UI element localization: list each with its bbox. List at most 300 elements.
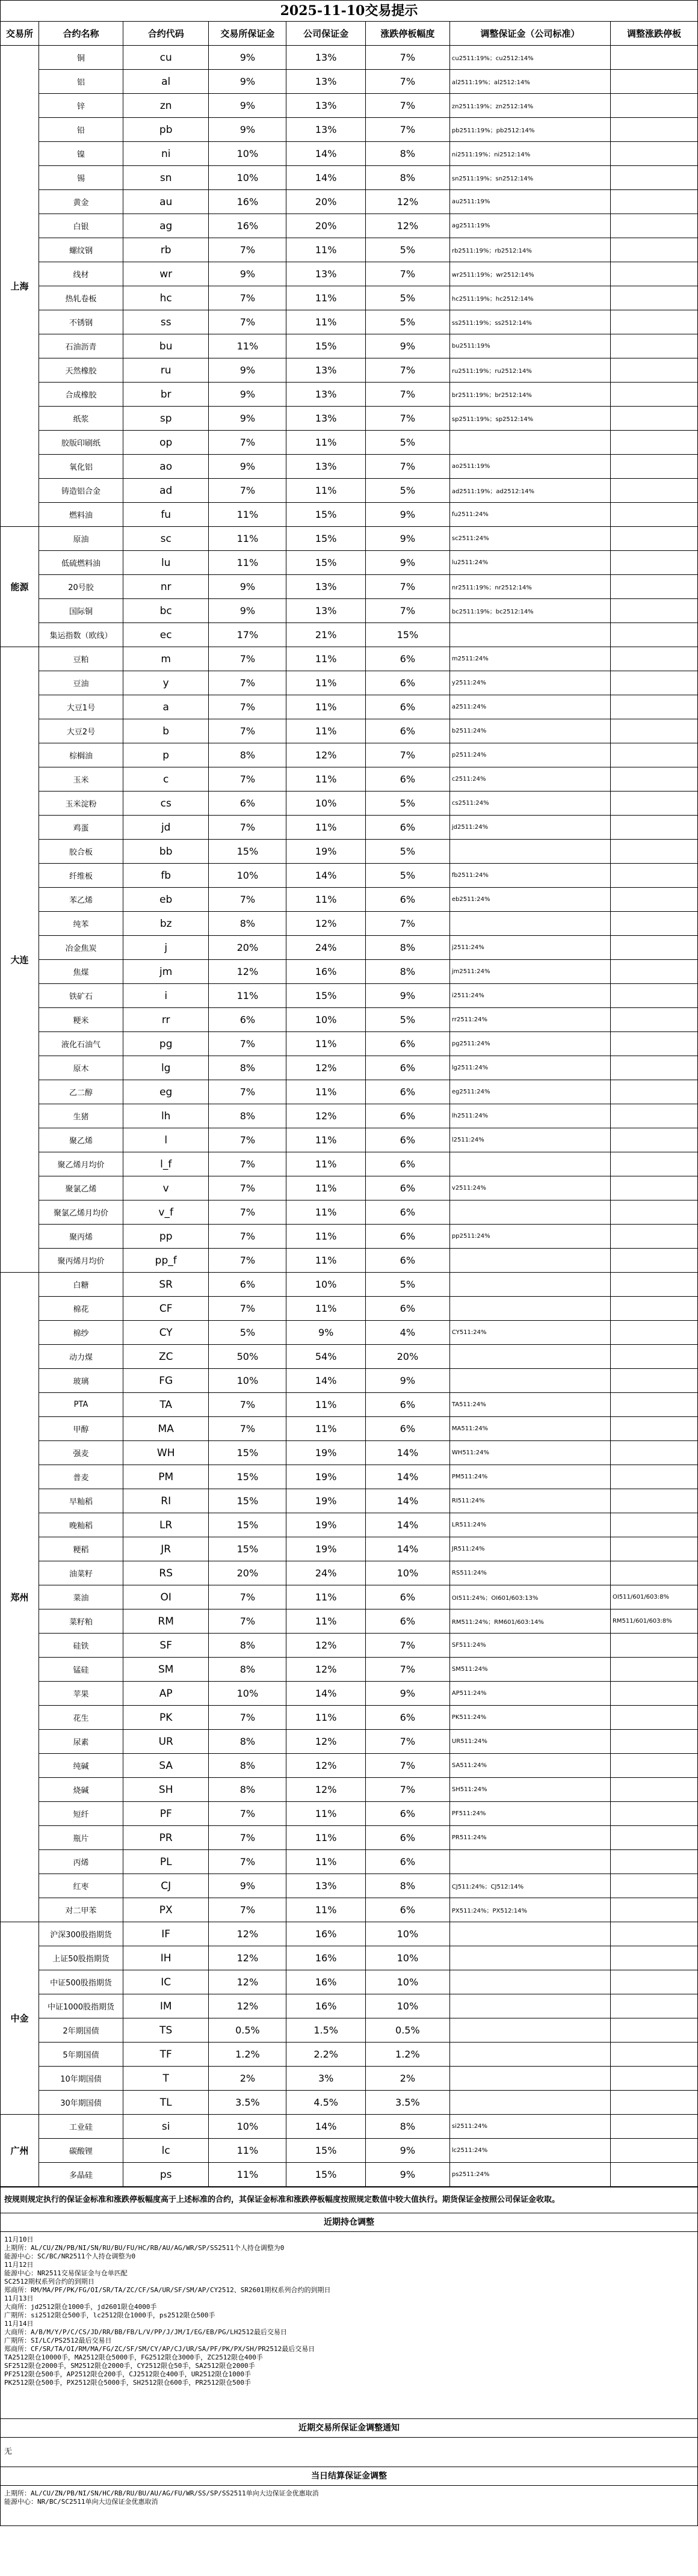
contract-code: rb xyxy=(123,238,209,262)
contract-name: 不锈钢 xyxy=(39,310,123,334)
contract-name: 焦煤 xyxy=(39,960,123,984)
contract-code: y xyxy=(123,671,209,695)
contract-code: b xyxy=(123,719,209,743)
contract-code: IC xyxy=(123,1970,209,1994)
column-header: 交易所 xyxy=(1,22,39,46)
adjusted-limit xyxy=(610,816,697,840)
contract-code: bz xyxy=(123,912,209,936)
recent-position-heading: 近期持仓调整 xyxy=(1,2213,697,2232)
adjusted-limit xyxy=(610,1682,697,1706)
adjusted-limit xyxy=(610,599,697,623)
adjusted-limit xyxy=(610,1946,697,1970)
price-limit: 6% xyxy=(365,1706,449,1730)
adjusted-limit xyxy=(610,1225,697,1249)
contract-code: lu xyxy=(123,551,209,575)
table-row xyxy=(1,383,697,407)
adjusted-margin: j2511:24% xyxy=(449,936,610,960)
adjusted-limit xyxy=(610,1513,697,1537)
adjusted-margin: l2511:24% xyxy=(449,1128,610,1152)
contract-code: TA xyxy=(123,1393,209,1417)
adjusted-limit xyxy=(610,431,697,455)
exchange-margin: 16% xyxy=(209,190,286,214)
table-row xyxy=(1,695,697,719)
adjusted-margin: a2511:24% xyxy=(449,695,610,719)
adjusted-margin: ao2511:19% xyxy=(449,455,610,479)
contract-name: 粳米 xyxy=(39,1008,123,1032)
adjusted-margin: RM511:24%；RM601/603:14% xyxy=(449,1609,610,1634)
adjusted-limit xyxy=(610,2163,697,2187)
adjusted-margin: PX511:24%；PX512:14% xyxy=(449,1898,610,1922)
contract-code: sc xyxy=(123,527,209,551)
price-limit: 2% xyxy=(365,2067,449,2091)
adjusted-limit xyxy=(610,1658,697,1682)
adjusted-margin xyxy=(449,2067,610,2091)
company-margin: 11% xyxy=(286,1200,365,1225)
company-margin: 13% xyxy=(286,118,365,142)
contract-code: bu xyxy=(123,334,209,358)
price-limit: 12% xyxy=(365,190,449,214)
company-margin: 11% xyxy=(286,431,365,455)
table-row xyxy=(1,1682,697,1706)
contract-name: 铅 xyxy=(39,118,123,142)
price-limit: 6% xyxy=(365,1802,449,1826)
company-margin: 11% xyxy=(286,888,365,912)
exchange-margin: 20% xyxy=(209,936,286,960)
adjusted-limit xyxy=(610,1369,697,1393)
table-row xyxy=(1,1489,697,1513)
price-limit: 12% xyxy=(365,214,449,238)
exchange-margin: 7% xyxy=(209,888,286,912)
margin-notice-heading: 近期交易所保证金调整通知 xyxy=(1,2418,697,2438)
adjusted-margin: lg2511:24% xyxy=(449,1056,610,1080)
price-limit: 7% xyxy=(365,407,449,431)
adjusted-limit xyxy=(610,1874,697,1898)
adjusted-margin: PF511:24% xyxy=(449,1802,610,1826)
exchange-margin: 12% xyxy=(209,1946,286,1970)
table-row xyxy=(1,1297,697,1321)
table-row xyxy=(1,1634,697,1658)
adjusted-margin xyxy=(449,2018,610,2043)
table-row xyxy=(1,1176,697,1200)
contract-name: 胶合板 xyxy=(39,840,123,864)
company-margin: 11% xyxy=(286,671,365,695)
adjusted-margin xyxy=(449,1345,610,1369)
contract-name: 乙二醇 xyxy=(39,1080,123,1104)
contract-code: lh xyxy=(123,1104,209,1128)
contract-code: wr xyxy=(123,262,209,286)
contract-name: 沪深300股指期货 xyxy=(39,1922,123,1946)
adjusted-margin: m2511:24% xyxy=(449,647,610,671)
company-margin: 11% xyxy=(286,1393,365,1417)
exchange-margin: 2% xyxy=(209,2067,286,2091)
table-row xyxy=(1,238,697,262)
company-margin: 12% xyxy=(286,743,365,767)
company-margin: 12% xyxy=(286,912,365,936)
price-limit: 7% xyxy=(365,383,449,407)
adjusted-limit xyxy=(610,286,697,310)
adjusted-margin xyxy=(449,1273,610,1297)
company-margin: 11% xyxy=(286,647,365,671)
exchange-margin: 20% xyxy=(209,1561,286,1585)
price-limit: 14% xyxy=(365,1513,449,1537)
table-row xyxy=(1,1778,697,1802)
adjusted-margin: lc2511:24% xyxy=(449,2139,610,2163)
price-limit: 5% xyxy=(365,431,449,455)
margin-note: 按规则规定执行的保证金标准和涨跌停板幅度高于上述标准的合约，其保证金标准和涨跌停板幅度按照规定数值中较大值执行。期货保证金按照公司保证金收取。 xyxy=(1,2187,697,2213)
adjusted-limit xyxy=(610,1417,697,1441)
contract-name: 对二甲苯 xyxy=(39,1898,123,1922)
exchange-margin: 6% xyxy=(209,792,286,816)
adjusted-margin: lu2511:24% xyxy=(449,551,610,575)
price-limit: 8% xyxy=(365,1874,449,1898)
price-limit: 6% xyxy=(365,1609,449,1634)
adjusted-limit xyxy=(610,214,697,238)
adjusted-limit xyxy=(610,262,697,286)
exchange-cell: 中金 xyxy=(1,1922,39,2115)
exchange-cell: 能源 xyxy=(1,527,39,647)
adjusted-limit xyxy=(610,2043,697,2067)
table-row xyxy=(1,551,697,575)
company-margin: 11% xyxy=(286,310,365,334)
table-row xyxy=(1,1946,697,1970)
contract-code: fu xyxy=(123,503,209,527)
table-row xyxy=(1,1032,697,1056)
company-margin: 19% xyxy=(286,1513,365,1537)
table-row xyxy=(1,1802,697,1826)
company-margin: 3% xyxy=(286,2067,365,2091)
contract-name: 合成橡胶 xyxy=(39,383,123,407)
price-limit: 20% xyxy=(365,1345,449,1369)
contract-code: m xyxy=(123,647,209,671)
adjusted-margin: SF511:24% xyxy=(449,1634,610,1658)
company-margin: 11% xyxy=(286,1225,365,1249)
adjusted-margin: au2511:19% xyxy=(449,190,610,214)
contract-code: IH xyxy=(123,1946,209,1970)
table-row xyxy=(1,1994,697,2018)
adjusted-margin: ss2511:19%；ss2512:14% xyxy=(449,310,610,334)
adjusted-limit xyxy=(610,936,697,960)
adjusted-margin: cu2511:19%；cu2512:14% xyxy=(449,46,610,70)
price-limit: 9% xyxy=(365,503,449,527)
adjusted-limit xyxy=(610,719,697,743)
contract-name: 镍 xyxy=(39,142,123,166)
price-limit: 8% xyxy=(365,166,449,190)
company-margin: 15% xyxy=(286,334,365,358)
exchange-margin: 11% xyxy=(209,2163,286,2187)
exchange-margin: 7% xyxy=(209,1032,286,1056)
company-margin: 20% xyxy=(286,214,365,238)
adjusted-margin: eb2511:24% xyxy=(449,888,610,912)
company-margin: 11% xyxy=(286,1128,365,1152)
exchange-margin: 5% xyxy=(209,1321,286,1345)
company-margin: 11% xyxy=(286,1417,365,1441)
contract-name: 聚丙烯月均价 xyxy=(39,1249,123,1273)
adjusted-limit xyxy=(610,671,697,695)
adjusted-margin: sn2511:19%；sn2512:14% xyxy=(449,166,610,190)
exchange-margin: 7% xyxy=(209,647,286,671)
contract-name: 中证1000股指期货 xyxy=(39,1994,123,2018)
table-row xyxy=(1,719,697,743)
adjusted-margin: fb2511:24% xyxy=(449,864,610,888)
company-margin: 16% xyxy=(286,1994,365,2018)
contract-code: au xyxy=(123,190,209,214)
table-row xyxy=(1,455,697,479)
adjusted-margin: rb2511:19%；rb2512:14% xyxy=(449,238,610,262)
contract-name: 30年期国债 xyxy=(39,2091,123,2115)
contract-name: 国际铜 xyxy=(39,599,123,623)
adjusted-margin: jm2511:24% xyxy=(449,960,610,984)
exchange-margin: 10% xyxy=(209,2115,286,2139)
exchange-margin: 7% xyxy=(209,1706,286,1730)
company-margin: 13% xyxy=(286,262,365,286)
adjusted-margin: PK511:24% xyxy=(449,1706,610,1730)
adjusted-margin xyxy=(449,840,610,864)
company-margin: 19% xyxy=(286,1489,365,1513)
contract-code: rr xyxy=(123,1008,209,1032)
exchange-margin: 7% xyxy=(209,1585,286,1609)
table-row xyxy=(1,310,697,334)
table-row xyxy=(1,1200,697,1225)
price-limit: 6% xyxy=(365,1152,449,1176)
table-row xyxy=(1,743,697,767)
contract-name: 2年期国债 xyxy=(39,2018,123,2043)
price-limit: 6% xyxy=(365,1056,449,1080)
adjusted-limit xyxy=(610,358,697,383)
adjusted-limit xyxy=(610,1321,697,1345)
table-row xyxy=(1,912,697,936)
company-margin: 11% xyxy=(286,1585,365,1609)
price-limit: 7% xyxy=(365,599,449,623)
adjusted-limit xyxy=(610,1465,697,1489)
contract-code: TS xyxy=(123,2018,209,2043)
adjusted-limit xyxy=(610,46,697,70)
exchange-margin: 15% xyxy=(209,840,286,864)
contract-name: 瓶片 xyxy=(39,1826,123,1850)
adjusted-limit xyxy=(610,407,697,431)
adjusted-limit: RM511/601/603:8% xyxy=(610,1609,697,1634)
contract-code: IF xyxy=(123,1922,209,1946)
table-row xyxy=(1,142,697,166)
contract-name: 烧碱 xyxy=(39,1778,123,1802)
contract-code: CF xyxy=(123,1297,209,1321)
column-header: 涨跌停板幅度 xyxy=(365,22,449,46)
table-row xyxy=(1,575,697,599)
adjusted-margin: p2511:24% xyxy=(449,743,610,767)
company-margin: 2.2% xyxy=(286,2043,365,2067)
adjusted-margin: LR511:24% xyxy=(449,1513,610,1537)
company-margin: 11% xyxy=(286,1297,365,1321)
contract-name: 纸浆 xyxy=(39,407,123,431)
exchange-margin: 7% xyxy=(209,1417,286,1441)
price-limit: 6% xyxy=(365,1826,449,1850)
exchange-margin: 15% xyxy=(209,1465,286,1489)
company-margin: 13% xyxy=(286,383,365,407)
adjusted-margin: ps2511:24% xyxy=(449,2163,610,2187)
company-margin: 1.5% xyxy=(286,2018,365,2043)
company-margin: 11% xyxy=(286,1032,365,1056)
contract-code: RI xyxy=(123,1489,209,1513)
table-row xyxy=(1,431,697,455)
table-row xyxy=(1,1128,697,1152)
contract-code: AP xyxy=(123,1682,209,1706)
company-margin: 13% xyxy=(286,1874,365,1898)
contract-name: 锰硅 xyxy=(39,1658,123,1682)
table-row xyxy=(1,1393,697,1417)
table-row xyxy=(1,214,697,238)
company-margin: 10% xyxy=(286,1008,365,1032)
contract-name: 油菜籽 xyxy=(39,1561,123,1585)
contract-name: 碳酸锂 xyxy=(39,2139,123,2163)
table-row xyxy=(1,94,697,118)
price-limit: 6% xyxy=(365,1032,449,1056)
price-limit: 14% xyxy=(365,1441,449,1465)
adjusted-margin: rr2511:24% xyxy=(449,1008,610,1032)
adjusted-margin: y2511:24% xyxy=(449,671,610,695)
contract-name: 螺纹钢 xyxy=(39,238,123,262)
contract-name: 花生 xyxy=(39,1706,123,1730)
column-header: 合约名称 xyxy=(39,22,123,46)
adjusted-margin: RS511:24% xyxy=(449,1561,610,1585)
exchange-margin: 8% xyxy=(209,1658,286,1682)
exchange-margin: 11% xyxy=(209,334,286,358)
adjusted-margin xyxy=(449,431,610,455)
company-margin: 15% xyxy=(286,2139,365,2163)
contract-name: 硅铁 xyxy=(39,1634,123,1658)
adjusted-limit xyxy=(610,1080,697,1104)
contract-name: 集运指数（欧线） xyxy=(39,623,123,647)
contract-code: ec xyxy=(123,623,209,647)
contract-code: cu xyxy=(123,46,209,70)
price-limit: 9% xyxy=(365,2139,449,2163)
adjusted-limit xyxy=(610,767,697,792)
price-limit: 5% xyxy=(365,792,449,816)
price-limit: 9% xyxy=(365,551,449,575)
adjusted-margin: TA511:24% xyxy=(449,1393,610,1417)
price-limit: 6% xyxy=(365,1128,449,1152)
table-row xyxy=(1,864,697,888)
company-margin: 13% xyxy=(286,455,365,479)
table-row xyxy=(1,262,697,286)
contract-code: CJ xyxy=(123,1874,209,1898)
price-limit: 9% xyxy=(365,334,449,358)
contract-code: cs xyxy=(123,792,209,816)
company-margin: 11% xyxy=(286,1176,365,1200)
contract-code: ss xyxy=(123,310,209,334)
table-row xyxy=(1,1609,697,1634)
contract-code: op xyxy=(123,431,209,455)
adjusted-margin xyxy=(449,912,610,936)
contract-name: 玉米 xyxy=(39,767,123,792)
exchange-margin: 15% xyxy=(209,1489,286,1513)
company-margin: 11% xyxy=(286,1802,365,1826)
exchange-margin: 7% xyxy=(209,767,286,792)
adjusted-margin xyxy=(449,2043,610,2067)
exchange-margin: 7% xyxy=(209,1249,286,1273)
adjusted-margin: hc2511:19%；hc2512:14% xyxy=(449,286,610,310)
contract-name: 液化石油气 xyxy=(39,1032,123,1056)
exchange-margin: 11% xyxy=(209,527,286,551)
company-margin: 11% xyxy=(286,479,365,503)
adjusted-margin: bc2511:19%；bc2512:14% xyxy=(449,599,610,623)
company-margin: 13% xyxy=(286,575,365,599)
contract-code: c xyxy=(123,767,209,792)
contract-code: sn xyxy=(123,166,209,190)
adjusted-limit xyxy=(610,1537,697,1561)
table-row xyxy=(1,479,697,503)
table-row xyxy=(1,1658,697,1682)
contract-code: RM xyxy=(123,1609,209,1634)
table-row xyxy=(1,2091,697,2115)
price-limit: 7% xyxy=(365,575,449,599)
adjusted-limit xyxy=(610,1441,697,1465)
adjusted-limit xyxy=(610,1850,697,1874)
price-limit: 9% xyxy=(365,1682,449,1706)
company-margin: 12% xyxy=(286,1104,365,1128)
column-header: 合约代码 xyxy=(123,22,209,46)
exchange-margin: 1.2% xyxy=(209,2043,286,2067)
contract-name: 短纤 xyxy=(39,1802,123,1826)
contract-name: 石油沥青 xyxy=(39,334,123,358)
adjusted-margin: PM511:24% xyxy=(449,1465,610,1489)
contract-code: MA xyxy=(123,1417,209,1441)
adjusted-limit xyxy=(610,1297,697,1321)
adjusted-limit xyxy=(610,1152,697,1176)
table-row xyxy=(1,936,697,960)
adjusted-margin: AP511:24% xyxy=(449,1682,610,1706)
settlement-adjust-body: 上期所：AL/CU/ZN/PB/NI/SN/HC/RB/RU/BU/AU/AG/FU/WR/SS/SP/SS2511单向大边保证金优惠取消 能源中心：NR/BC/SC2511单向大边保证金优惠取消 xyxy=(4,2489,319,2506)
contract-code: PL xyxy=(123,1850,209,1874)
adjusted-margin: SH511:24% xyxy=(449,1778,610,1802)
adjusted-limit xyxy=(610,334,697,358)
adjusted-margin: jd2511:24% xyxy=(449,816,610,840)
contract-code: lg xyxy=(123,1056,209,1080)
price-limit: 6% xyxy=(365,1176,449,1200)
contract-name: 线材 xyxy=(39,262,123,286)
adjusted-limit xyxy=(610,1200,697,1225)
adjusted-limit xyxy=(610,310,697,334)
adjusted-margin: CJ511:24%；CJ512:14% xyxy=(449,1874,610,1898)
contract-code: ad xyxy=(123,479,209,503)
exchange-margin: 9% xyxy=(209,94,286,118)
exchange-margin: 8% xyxy=(209,1778,286,1802)
adjusted-limit xyxy=(610,503,697,527)
adjusted-limit xyxy=(610,1056,697,1080)
price-limit: 6% xyxy=(365,1249,449,1273)
contract-name: 锡 xyxy=(39,166,123,190)
adjusted-limit xyxy=(610,2018,697,2043)
contract-code: SH xyxy=(123,1778,209,1802)
exchange-margin: 11% xyxy=(209,2139,286,2163)
contract-code: OI xyxy=(123,1585,209,1609)
company-margin: 11% xyxy=(286,1850,365,1874)
price-limit: 6% xyxy=(365,1225,449,1249)
table-row xyxy=(1,503,697,527)
contract-name: 早籼稻 xyxy=(39,1489,123,1513)
adjusted-limit xyxy=(610,166,697,190)
company-margin: 11% xyxy=(286,1826,365,1850)
exchange-margin: 7% xyxy=(209,1802,286,1826)
table-row xyxy=(1,984,697,1008)
adjusted-limit xyxy=(610,1561,697,1585)
company-margin: 11% xyxy=(286,1249,365,1273)
price-limit: 6% xyxy=(365,1200,449,1225)
table-row xyxy=(1,1321,697,1345)
contract-name: 鸡蛋 xyxy=(39,816,123,840)
exchange-margin: 9% xyxy=(209,358,286,383)
exchange-margin: 7% xyxy=(209,1850,286,1874)
recent-position-body: 11月10日 上期所：AL/CU/ZN/PB/NI/SN/RU/BU/FU/HC/RB/AU/AG/WR/SP/SS2511个人持仓调整为0 能源中心：SC/BC/NR2511个人持仓调整为0 11月12日 能源中心：NR2511交易保证金与仓单匹配 SC2512期权系列合约的到期日 郑商所：RM/MA/PF/PK/FG/OI/SR/TA/ZC/CF/SA/UR/SF/SM/AP/CY2512、SR2601期权系列合约的到期日 11月13日 大商所：jd2512限仓1000手，jd2601限仓4000手 广期所：si2512限仓500手，lc2512限仓1000手，ps2512限仓500手 11月14日 大商所：A/B/M/Y/P/C/CS/JD/RR/BB/FB/L/V/PP/J/JM/I/EG/EB/PG/LH2512最后交易日 广期所：SI/LC/PS2512最后交易日 郑商所：CF/SR/TA/OI/RM/MA/FG/ZC/SF/SM/CY/AP/CJ/UR/SA/PF/PK/PX/SH/PR2512最后交易日 TA2512限仓10000手，MA2512限仓5000手，FG2512限仓3000手，ZC2512限仓400手 SF2512限仓2000手，SM2512限仓2000手，CY2512限仓50手，SA2512限仓2000手 PF2512限仓500手，AP2512限仓200手，CJ2512限仓400手，UR2512限仓1000手 PK2512限仓500手，PX2512限仓5000手，SH2512限仓600手，PR2512限仓500手 xyxy=(4,2236,331,2387)
exchange-margin: 7% xyxy=(209,1152,286,1176)
